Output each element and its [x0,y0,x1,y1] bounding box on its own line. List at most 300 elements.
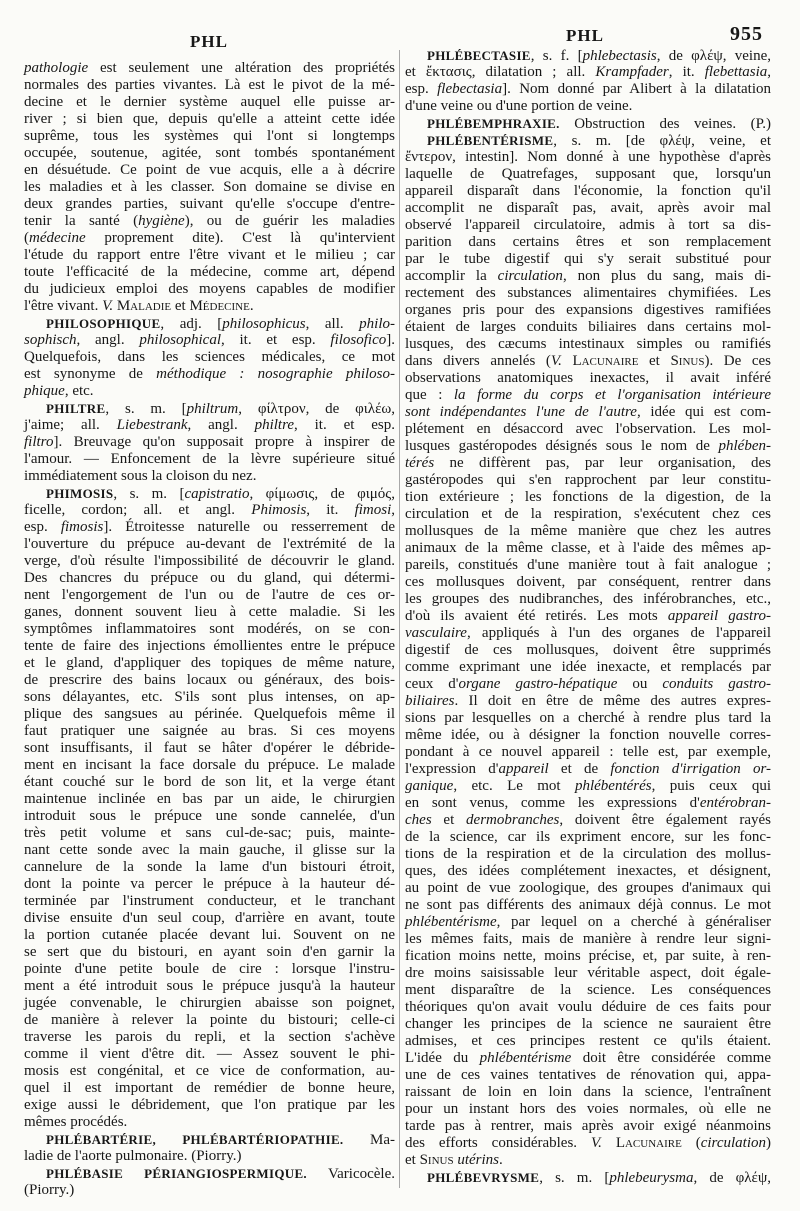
entry-headword: PHILTRE [46,401,106,416]
text-segment: de prescrire des bains locaux ou généraux, des bois- [24,672,395,688]
italic-text: phlébentérés [574,778,652,794]
text-segment: ]. Breuvage qu'on supposait propre à inspirer de [53,434,395,450]
text-segment: Quelquefois, dans les sciences médicales, ce mot [24,349,395,365]
text-line [24,978,395,995]
text-line [405,863,771,880]
italic-text: flebettasia [704,64,768,80]
text-line [24,672,395,689]
text-segment: pondant à ce nouvel appareil : telle est, par exemple, [405,744,771,760]
text-segment: . [249,298,254,314]
text-segment: immédiatement sous la cloison du nez. [24,468,257,484]
text-segment: ou [617,676,663,692]
text-line [24,553,395,570]
text-segment: l'ouverture du prépuce au-devant de l'extrémité de la [24,536,395,552]
text-segment: est seulement une altération des propriétés [88,60,395,76]
text-segment: en sont venus, comme les expressions d' [405,795,700,811]
text-line [405,1033,771,1050]
text-line [405,472,771,489]
entry-headword: PHLÉBEMPHRAXIE. [427,116,560,131]
text-segment: l'étude du rapport entre l'être vivant et le milieu ; car [24,247,395,263]
text-segment: Des chancres du prépuce ou du gland, qui détermi- [24,570,395,586]
text-line [405,880,771,897]
text-line [405,319,771,336]
text-line [24,111,395,128]
text-segment: et [431,812,467,828]
text-segment: et le gland, d'appliquer des topiques de même nature, [24,655,395,671]
text-line [405,149,771,166]
text-segment: de manière à relever la pointe du bistouri; celle-ci [24,1012,395,1028]
entry-headword: PHLÉBEVRYSME [427,1170,540,1185]
text-line [24,1148,395,1165]
text-segment: comme il vient d'être dit. — Assez souvent le phi- [24,1046,395,1062]
text-line [24,1097,395,1114]
text-segment: , adj. [ [160,316,223,332]
text-line [405,115,771,132]
text-segment: plique des sangsues au périnée. Quelquefois même il [24,706,395,722]
text-segment: les maladies et à les classer. Son domaine se divise en [24,179,395,195]
dictionary-entry [24,315,395,400]
text-line [405,744,771,761]
text-segment: accomplit ne disparaît pas, avait, après avoir mal [405,200,771,216]
italic-text: filosofico [330,332,387,348]
text-segment: , φίμωσις, de φιμός, [249,486,395,502]
text-segment: , de φλέψ, veine, [656,48,771,64]
text-segment: ). De ces [704,353,772,369]
text-line [24,621,395,638]
text-segment: , s. m. [ [113,486,185,502]
text-segment: plétement en désaccord avec l'observation. Les mol- [405,421,771,437]
text-line [405,829,771,846]
text-segment: , [391,502,396,518]
small-caps-text: Sinus [419,1152,454,1168]
text-line [405,557,771,574]
small-caps-text: Maladie [116,298,172,314]
text-segment: faut pratiquer une saignée au bras. Si ces moyens [24,723,395,739]
text-segment: , φίλτρον, de φιλέω, [238,401,396,417]
text-line [405,727,771,744]
text-line [24,808,395,825]
text-line [405,506,771,523]
text-line [405,387,771,404]
text-line [405,268,771,285]
italic-text: ganique [405,778,454,794]
text-segment: toute l'efficacité de la médecine, comme art, dépend [24,264,395,280]
text-segment: ( [681,1135,701,1151]
text-segment: les mêmes faits, mais de manière à rendre leur signi- [405,931,771,947]
text-segment: , etc. [64,383,94,399]
italic-text: philosophicus [222,316,306,332]
italic-text: dermobranches [466,812,560,828]
text-segment: et ἔκτασις, dilatation ; all. [405,64,596,80]
italic-text: flebectasia [437,81,503,97]
text-line [405,642,771,659]
italic-text: organe gastro-hépatique [458,676,618,692]
text-segment: se sert que du bistouri, en ayant soin d'en garnir la [24,944,395,960]
dictionary-entry [405,115,771,132]
text-line [405,217,771,234]
text-segment: que : [405,387,454,403]
text-segment: laquelle de Quatrefages, supposant que, lorsqu'un [405,166,771,182]
italic-text: V. [550,353,573,369]
text-segment: quel il est important de remédier de bonne heure, [24,1080,395,1096]
italic-text: philosophical [139,332,221,348]
text-segment: accomplir la [405,268,498,284]
italic-text: biliaires [405,693,455,709]
italic-text: sont indépendantes l'une de l'autre [405,404,637,420]
text-line [24,247,395,264]
text-line [405,982,771,999]
text-segment: même idée, ou à désigner la fonction nouvelle corres- [405,727,771,743]
entry-headword: PHLÉBECTASIE [427,48,531,63]
text-segment: , puis ceux qui [651,778,771,794]
text-segment: tente de faire des injections émollientes entre le prépuce [24,638,395,654]
text-segment: la portion cutanée placée devant lui. Souvent on ne [24,927,395,943]
text-segment: river ; si bien que, depuis qu'elle a atteint cette idée [24,111,395,127]
dictionary-entry [24,1131,395,1165]
italic-text: phlebectasis [582,48,657,64]
text-segment: , s. m. [de φλέψ, veine, et [553,133,771,149]
text-segment: ]. Étroitesse naturelle ou resserrement de [103,519,395,535]
text-segment: organes pris pour des expansions digestives ramifiées [405,302,771,318]
text-segment: ]. Nom donné par Alibert à la dilatation [502,81,771,97]
italic-text: phlébentérisme [479,1050,572,1066]
text-line [24,145,395,162]
text-line [24,1046,395,1063]
text-line [24,298,395,315]
text-segment: exige aussi le débridement, que l'on pratique par les [24,1097,395,1113]
italic-text: philtre [254,417,295,433]
italic-text: philo- [359,316,395,332]
text-segment: sions par lesquelles on a cherché à rendre plus tard la [405,710,771,726]
text-line [405,795,771,812]
italic-text: appareil [498,761,549,777]
italic-text: Krampfader [595,64,669,80]
text-segment: verge, d'où résulte l'impossibilité de découvrir le gland. [24,553,395,569]
text-segment: mosis est congénital, et ce vice de conformation, au- [24,1063,395,1079]
text-line [405,166,771,183]
running-head-right: PHL [566,26,604,45]
text-segment: decine et le dernier système auquel elle puisse ar- [24,94,395,110]
text-line [24,638,395,655]
text-segment: des efforts considérables. [405,1135,591,1151]
text-segment: et [638,353,671,369]
text-segment: étaient de larges conduits biliaires dans certains mol- [405,319,771,335]
text-segment: , [767,64,771,80]
text-line [405,1169,771,1186]
italic-text: circulation [700,1135,766,1151]
italic-text: médecine [29,230,86,246]
entry-headword: PHIMOSIS [46,486,114,501]
text-line [24,740,395,757]
text-line [24,128,395,145]
text-segment: et [405,1152,420,1168]
right-column [405,47,771,1186]
text-line [24,1165,395,1182]
text-line [405,625,771,642]
text-line [405,591,771,608]
text-line [405,64,771,81]
text-segment: , de φλέψ, [693,1170,771,1186]
text-segment: pour un instant hors des voies normales, où elle ne [405,1101,771,1117]
text-line [405,999,771,1016]
text-line [24,774,395,791]
text-line [24,706,395,723]
text-line [24,230,395,247]
text-line [405,761,771,778]
text-line [24,1063,395,1080]
text-segment: ), ou de guérir les maladies [184,213,395,229]
italic-text: fimosis [60,519,104,535]
text-line [405,523,771,540]
text-segment: dont la pointe va percer le prépuce à la hauteur dé- [24,876,395,892]
small-caps-text: Sinus [670,353,705,369]
text-line [24,485,395,502]
text-segment: (Piorry.) [24,1182,75,1198]
text-line [405,1050,771,1067]
text-segment: circulation et de la respiration, s'exécutent chez ces [405,506,771,522]
italic-text: phlében- [718,438,771,454]
text-line [24,1114,395,1131]
text-line [24,910,395,927]
text-segment: divise ensuite d'un seul coup, d'arrière en avant, toute [24,910,395,926]
text-segment: introduit sous le prépuce une sonde cannelée, d'un [24,808,395,824]
text-segment: Ma- [343,1132,395,1148]
text-segment: , idée qui est com- [636,404,771,420]
text-segment: ( [24,230,29,246]
text-segment: ment a été introduit sous le prépuce jusqu'à la hauteur [24,978,395,994]
text-segment: ganes, donnent souvent lieu à cette maladie. Si les [24,604,395,620]
text-segment: symptômes inflammatoires sont modérés, on se con- [24,621,395,637]
text-line [405,693,771,710]
text-line [24,179,395,196]
text-segment: l'expression d' [405,761,499,777]
text-segment: ficelle, cordon; all. et angl. [24,502,252,518]
text-segment: , s. m. [ [539,1170,610,1186]
text-segment: , non plus du sang, mais di- [562,268,771,284]
text-segment: fication moins nette, moins précise, et, par suite, à ren- [405,948,771,964]
text-line [405,132,771,149]
italic-text: sophisch [24,332,77,348]
text-line [405,659,771,676]
text-segment: esp. [405,81,438,97]
text-segment: tion extérieure ; les fonctions de la digestion, de la [405,489,771,505]
text-segment: ques, des idées complétement inexactes, et désignent, [405,863,771,879]
text-segment: deux grandes parties, suivant qu'elle s'occupe d'entre- [24,196,395,212]
text-line [24,519,395,536]
text-line [24,60,395,77]
text-line [405,455,771,472]
text-line [405,98,771,115]
text-line [405,1152,771,1169]
continued-paragraph [24,60,395,315]
text-line [405,897,771,914]
text-line [405,1016,771,1033]
text-line [24,264,395,281]
text-line [405,1101,771,1118]
italic-text: fimosi [354,502,392,518]
text-line [24,366,395,383]
text-line [24,451,395,468]
entry-headword: PHLÉBASIE PÉRIANGIOSPERMIQUE. [46,1166,307,1181]
text-line [405,1084,771,1101]
italic-text: pathologie [24,60,89,76]
text-line [405,608,771,625]
text-segment: très petit volume et sans cul-de-sac; puis, mainte- [24,825,395,841]
text-line [405,200,771,217]
italic-text: philtrum [186,401,239,417]
text-segment: . Il doit en être de même des autres expres- [454,693,771,709]
text-segment: proprement dite). C'est là qu'intervient [85,230,395,246]
text-line [24,842,395,859]
text-line [24,468,395,485]
text-line [405,931,771,948]
text-line [405,285,771,302]
text-segment: comme exprimant une idée inexacte, et remplacés par [405,659,771,675]
dictionary-entry [24,1165,395,1199]
text-line [405,421,771,438]
text-segment: ) [766,1135,771,1151]
text-line [405,234,771,251]
text-segment: , par lequel on a cherché à généraliser [496,914,771,930]
dictionary-entry [405,47,771,115]
text-line [24,927,395,944]
text-segment: ne diffèrent pas, par leur organisation, des [434,455,771,471]
italic-text: phique [24,383,65,399]
text-line [405,846,771,863]
entry-headword: PHLÉBENTÉRISME [427,133,554,148]
column-rule [399,50,400,1188]
text-segment: tions de la respiration et de la circulation des mollus- [405,846,771,862]
text-segment: rectement des substances alimentaires chymifiées. Les [405,285,771,301]
text-line [24,77,395,94]
text-line [405,336,771,353]
text-segment: nant cette sonde avec la main gauche, il glisse sur la [24,842,395,858]
text-segment: l'amour. — Enfoncement de la lèvre supérieure situé [24,451,395,467]
text-line [24,587,395,604]
text-line [24,655,395,672]
entry-headword: PHILOSOPHIQUE [46,316,161,331]
text-segment: admises, et ces principes restent ce qu'ils étaient. [405,1033,771,1049]
text-line [24,536,395,553]
italic-text: fonction d'irrigation or- [610,761,771,777]
italic-text: Phimosis [251,502,307,518]
italic-text: appareil gastro- [667,608,771,624]
italic-text: hygiène [138,213,185,229]
text-line [24,400,395,417]
text-segment: Varicocèle. [306,1166,395,1182]
text-line [24,1182,395,1199]
text-segment: ment en incisant la face dorsale du prépuce. Le malade [24,757,395,773]
text-segment: jugée convenable, le chirurgien abaisse son poignet, [24,995,395,1011]
italic-text: V. [590,1135,616,1151]
text-segment: , angl. [187,417,255,433]
italic-text: Liebestrank [116,417,188,433]
text-segment: une de ces vaines tentatives de rénovation qui, appa- [405,1067,771,1083]
text-segment: esp. [24,519,61,535]
text-segment: , angl. [76,332,140,348]
text-line [405,540,771,557]
text-segment: ne sont pas différents des animaux déjà connus. Le mot [405,897,771,913]
italic-text: capistratio [184,486,250,502]
text-line [405,778,771,795]
text-segment: du judicieux emploi des moyens capables de modifier [24,281,395,297]
text-line [405,676,771,693]
text-segment: et [171,298,190,314]
text-line [24,570,395,587]
text-line [405,438,771,455]
text-segment: d'une veine ou d'une portion de veine. [405,98,633,114]
italic-text: phlébentérisme [405,914,497,930]
text-line [405,948,771,965]
text-segment: théoriques qu'on avait voulu déduire de ces faits pour [405,999,771,1015]
text-line [24,417,395,434]
page-number: 955 [730,23,763,45]
dictionary-entry [24,400,395,485]
text-line [24,434,395,451]
text-segment: gastéropodes qui s'en rapprochent par leur constitu- [405,472,771,488]
text-segment: d'où ils avaient été retirés. Les mots [405,608,668,624]
text-segment: . [499,1152,503,1168]
text-line [405,1067,771,1084]
text-line [24,723,395,740]
text-line [24,1012,395,1029]
text-segment: j'aime; all. [24,417,117,433]
text-segment: pareils, constitués d'une manière tout à fait analogue ; [405,557,771,573]
text-segment: traverse les parois du repli, et la section s'achève [24,1029,395,1045]
dictionary-entry [405,1169,771,1186]
text-segment: observations anatomiques inexactes, il avait inféré [405,370,771,386]
dictionary-entry [405,132,771,1169]
text-segment: , it. et esp. [221,332,331,348]
text-line [405,574,771,591]
italic-text: phlebeurysma [609,1170,694,1186]
text-segment: suprême, tous les systèmes qui l'ont si longtemps [24,128,395,144]
text-line [24,944,395,961]
text-line [24,961,395,978]
text-segment: mêmes procédés. [24,1114,128,1130]
text-line [24,876,395,893]
text-segment: observé l'appareil circulatoire, admis à tort sa dis- [405,217,771,233]
text-line [405,302,771,319]
text-segment: l'être vivant. [24,298,103,314]
text-segment: sont insuffisants, il faut se hâter d'opérer le débride- [24,740,395,756]
text-segment: nent l'engorgement de l'un ou de l'autre de ces or- [24,587,395,603]
text-line [24,94,395,111]
text-line [24,689,395,706]
text-line [405,965,771,982]
text-line [24,196,395,213]
small-caps-text: Lacunaire [615,1135,682,1151]
text-line [24,893,395,910]
text-segment: occupée, soutenue, agitée, sont tombés spontanément [24,145,395,161]
italic-text: entérobran- [699,795,771,811]
text-segment: , it. [668,64,705,80]
text-segment: et de [548,761,611,777]
text-line [24,1131,395,1148]
running-head-left: PHL [190,32,228,51]
text-segment: Obstruction des veines. (P.) [559,116,771,132]
italic-text: circulation [497,268,563,284]
text-line [24,383,395,400]
text-segment: au point de vue zoologique, des groupes d'animaux qui [405,880,771,896]
text-line [24,213,395,230]
italic-text: ches [405,812,432,828]
italic-text: conduits gastro- [662,676,771,692]
text-line [405,183,771,200]
text-line [405,370,771,387]
text-line [24,332,395,349]
small-caps-text: Lacunaire [572,353,639,369]
